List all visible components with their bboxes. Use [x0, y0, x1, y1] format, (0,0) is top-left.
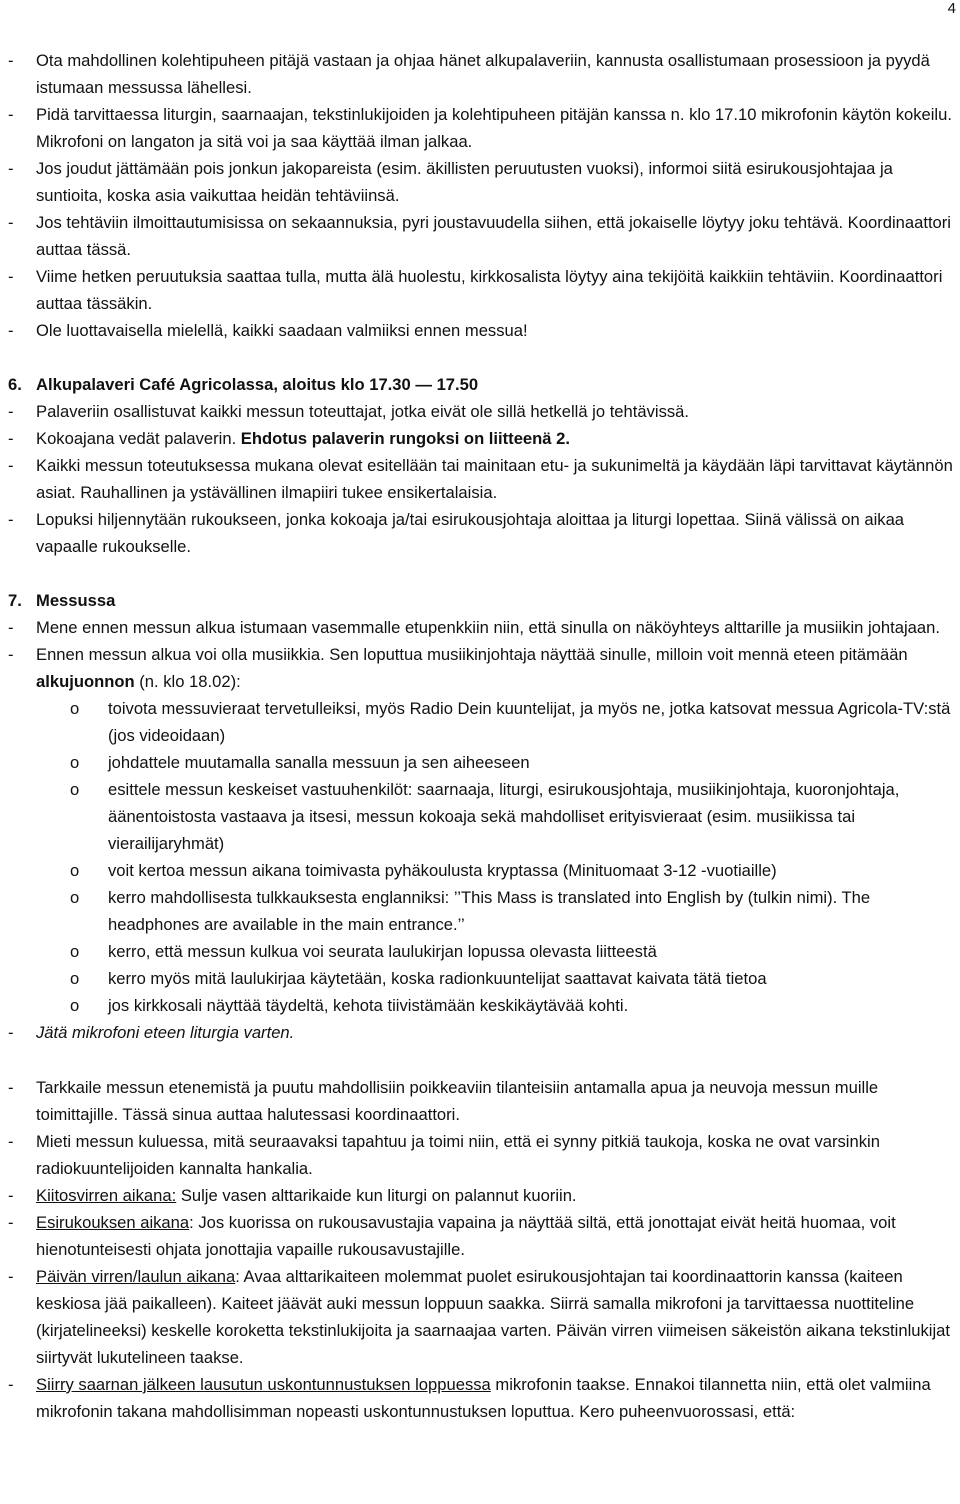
list-item-text: Jos tehtäviin ilmoittautumisissa on sekaannuksia, pyri joustavuudella siihen, että jokaiselle löytyy joku tehtävä. Koordinaattori auttaa tässä. — [36, 213, 951, 259]
page-number: 4 — [947, 0, 956, 17]
section-number: 7. — [8, 591, 22, 610]
list-item-text: Viime hetken peruutuksia saattaa tulla, mutta älä huolestu, kirkkosalista löytyy aina tekijöitä kaikkiin tehtäviin. Koordinaattori auttaa tässäkin. — [36, 267, 943, 313]
list-item — [8, 1371, 953, 1425]
bullet-dash: - — [8, 1267, 14, 1286]
bullet-dash: - — [8, 1213, 14, 1232]
list-item-text: Kokoajana vedät palaverin. — [36, 429, 241, 448]
list-item-text: Palaveriin osallistuvat kaikki messun toteuttajat, jotka eivät ole sillä hetkellä jo tehtävissä. — [36, 402, 690, 421]
list-item-text: Ennen messun alkua voi olla musiikkia. Sen loputtua musiikinjohtaja näyttää sinulle, milloin voit mennä eteen pitämään — [36, 645, 908, 664]
list-item-text: Kaikki messun toteutuksessa mukana olevat esitellään tai mainitaan etu- ja sukunimeltä ja käydään läpi tarvittavat käytännön asiat. Rauhallinen ja ystävällinen ilmapiiri tukee ensikertalaisia. — [36, 456, 953, 502]
list-item-text: Ota mahdollinen kolehtipuheen pitäjä vastaan ja ohjaa hänet alkupalaveriin, kannusta osallistumaan prosessioon ja pyydä istumaan messussa lähellesi. — [36, 51, 930, 97]
document-body — [8, 47, 953, 1425]
spacer — [8, 344, 953, 371]
bullet-dash: - — [8, 1375, 14, 1394]
list-item-text: : Jos kuorissa on rukousavustajia vapaina ja näyttää siltä, että jonottajat eivät heitä huomaa, voit hienotunteisesti ohjata jonottajia vapaille rukousavustajille. — [36, 1213, 896, 1259]
bullet-dash: - — [8, 618, 14, 637]
spacer — [8, 560, 953, 587]
list-item — [8, 1128, 953, 1182]
sub-list-item — [8, 965, 953, 992]
bullet-dash: - — [8, 645, 14, 664]
list-item — [8, 101, 953, 155]
bullet-dash: - — [8, 105, 14, 124]
list-item — [8, 209, 953, 263]
bullet-circle: o — [70, 861, 80, 880]
list-item-text: : Avaa alttarikaiteen molemmat puolet esirukousjohtajan tai koordinaattorin kanssa (kaiteen keskiosa jää paikalleen). Kaiteet jäävät auki messun loppuun saakka. Siirrä samalla mikrofoni ja tarvittaessa nuottiteline (kirjatelineeksi) keskelle koroketta tekstinlukijoita ja saarnaajaa varten. Päivän virren viimeisen säkeistön aikana tekstinlukijat siirtyvät lukutelineen taakse. — [36, 1267, 951, 1367]
list-item-text: Mene ennen messun alkua istumaan vasemmalle etupenkkiin niin, että sinulla on näköyhteys alttarille ja musiikin johtajaan. — [36, 618, 940, 637]
bullet-dash: - — [8, 429, 14, 448]
list-item — [8, 1263, 953, 1371]
bullet-dash: - — [8, 321, 14, 340]
sub-list-item — [8, 992, 953, 1019]
sub-list-item — [8, 884, 953, 938]
list-item — [8, 452, 953, 506]
list-item — [8, 506, 953, 560]
list-item-text: Sulje vasen alttarikaide kun liturgi on palannut kuoriin. — [176, 1186, 577, 1205]
section-heading-6 — [8, 371, 953, 398]
bullet-dash: - — [8, 1132, 14, 1151]
sub-list-item — [8, 749, 953, 776]
section-title: Messussa — [36, 591, 116, 610]
underlined-text: Päivän virren/laulun aikana — [36, 1267, 236, 1286]
bullet-circle: o — [70, 780, 80, 799]
list-item — [8, 614, 953, 641]
sub-item-text: kerro mahdollisesta tulkkauksesta englanniksi: ’’This Mass is translated into English by (tulkin nimi). The headphones are available in the main entrance.’’ — [108, 888, 871, 934]
spacer — [8, 1046, 953, 1074]
sub-list-item — [8, 776, 953, 857]
bullet-dash: - — [8, 213, 14, 232]
bullet-dash: - — [8, 1186, 14, 1205]
bullet-dash: - — [8, 159, 14, 178]
list-item-text: Pidä tarvittaessa liturgin, saarnaajan, tekstinlukijoiden ja kolehtipuheen pitäjän kanssa n. klo 17.10 mikrofonin käytön kokeilu. Mikrofoni on langaton ja sitä voi ja saa käyttää ilman jalkaa. — [36, 105, 952, 151]
list-item — [8, 155, 953, 209]
list-item-text: Ole luottavaisella mielellä, kaikki saadaan valmiiksi ennen messua! — [36, 321, 528, 340]
bullet-circle: o — [70, 942, 80, 961]
sub-list-item — [8, 857, 953, 884]
section-number: 6. — [8, 375, 22, 394]
underlined-text: Kiitosvirren aikana: — [36, 1186, 177, 1205]
bullet-dash: - — [8, 1078, 14, 1097]
list-item — [8, 1019, 953, 1046]
bullet-circle: o — [70, 888, 80, 907]
list-item — [8, 1074, 953, 1128]
bullet-dash: - — [8, 510, 14, 529]
bold-text: Ehdotus palaverin rungoksi on liitteenä 2. — [240, 429, 570, 448]
list-item-text: Jos joudut jättämään pois jonkun jakopareista (esim. äkillisten peruutusten vuoksi), informoi siitä esirukousjohtajaa ja suntioita, koska asia vaikuttaa heidän tehtäviinsä. — [36, 159, 893, 205]
list-item-text: (n. klo 18.02): — [134, 672, 241, 691]
bullet-dash: - — [8, 267, 14, 286]
section-heading-7 — [8, 587, 953, 614]
list-item — [8, 263, 953, 317]
bullet-circle: o — [70, 969, 80, 988]
sub-item-text: esittele messun keskeiset vastuuhenkilöt: saarnaaja, liturgi, esirukousjohtaja, musiikinjohtaja, kuoronjohtaja, äänentoistosta vastaava ja itsesi, messun kokoaja sekä mahdolliset erityisvieraat (esim. musiikissa tai vierailijaryhmät) — [108, 780, 900, 853]
bullet-dash: - — [8, 402, 14, 421]
list-item — [8, 1182, 953, 1209]
underlined-text: Siirry saarnan jälkeen lausutun uskontunnustuksen loppuessa — [36, 1375, 491, 1394]
sub-item-text: kerro, että messun kulkua voi seurata laulukirjan lopussa olevasta liitteestä — [108, 942, 657, 961]
bullet-dash: - — [8, 51, 14, 70]
bold-text: alkujuonnon — [36, 672, 135, 691]
sub-item-text: jos kirkkosali näyttää täydeltä, kehota tiivistämään keskikäytävää kohti. — [108, 996, 629, 1015]
underlined-text: Esirukouksen aikana — [36, 1213, 190, 1232]
list-item — [8, 47, 953, 101]
list-item — [8, 398, 953, 425]
list-item-text: Mieti messun kuluessa, mitä seuraavaksi tapahtuu ja toimi niin, että ei synny pitkiä taukoja, koska ne ovat varsinkin radiokuuntelijoiden kannalta hankalia. — [36, 1132, 880, 1178]
list-item — [8, 1209, 953, 1263]
bullet-circle: o — [70, 753, 80, 772]
list-item — [8, 425, 953, 452]
sub-item-text: toivota messuvieraat tervetulleiksi, myös Radio Dein kuuntelijat, ja myös ne, jotka katsovat messua Agricola-TV:stä (jos videoidaan) — [108, 699, 951, 745]
sub-list-item — [8, 695, 953, 749]
section-title: Alkupalaveri Café Agricolassa, aloitus klo 17.30 ― 17.50 — [36, 375, 479, 394]
bullet-dash: - — [8, 1023, 14, 1042]
list-item-text: mikrofonin taakse. Ennakoi tilannetta niin, että olet valmiina mikrofonin takana mahdollisimman nopeasti uskontunnustuksen loputtua. Kero puheenvuorossasi, että: — [36, 1375, 931, 1421]
sub-item-text: johdattele muutamalla sanalla messuun ja sen aiheeseen — [108, 753, 530, 772]
bullet-dash: - — [8, 456, 14, 475]
list-item-text: Tarkkaile messun etenemistä ja puutu mahdollisiin poikkeaviin tilanteisiin antamalla apua ja neuvoja messun muille toimittajille. Tässä sinua auttaa halutessasi koordinaattori. — [36, 1078, 879, 1124]
bullet-circle: o — [70, 699, 80, 718]
sub-list-item — [8, 938, 953, 965]
list-item-text: Lopuksi hiljennytään rukoukseen, jonka kokoaja ja/tai esirukousjohtaja aloittaa ja liturgi lopettaa. Siinä välissä on aikaa vapaalle rukoukselle. — [36, 510, 905, 556]
bullet-circle: o — [70, 996, 80, 1015]
list-item — [8, 317, 953, 344]
italic-text: Jätä mikrofoni eteen liturgia varten. — [36, 1023, 295, 1042]
list-item — [8, 641, 953, 695]
sub-item-text: kerro myös mitä laulukirjaa käytetään, koska radionkuuntelijat saattavat kaivata tätä tietoa — [108, 969, 767, 988]
sub-item-text: voit kertoa messun aikana toimivasta pyhäkoulusta kryptassa (Minituomaat 3-12 -vuotiaille) — [108, 861, 777, 880]
